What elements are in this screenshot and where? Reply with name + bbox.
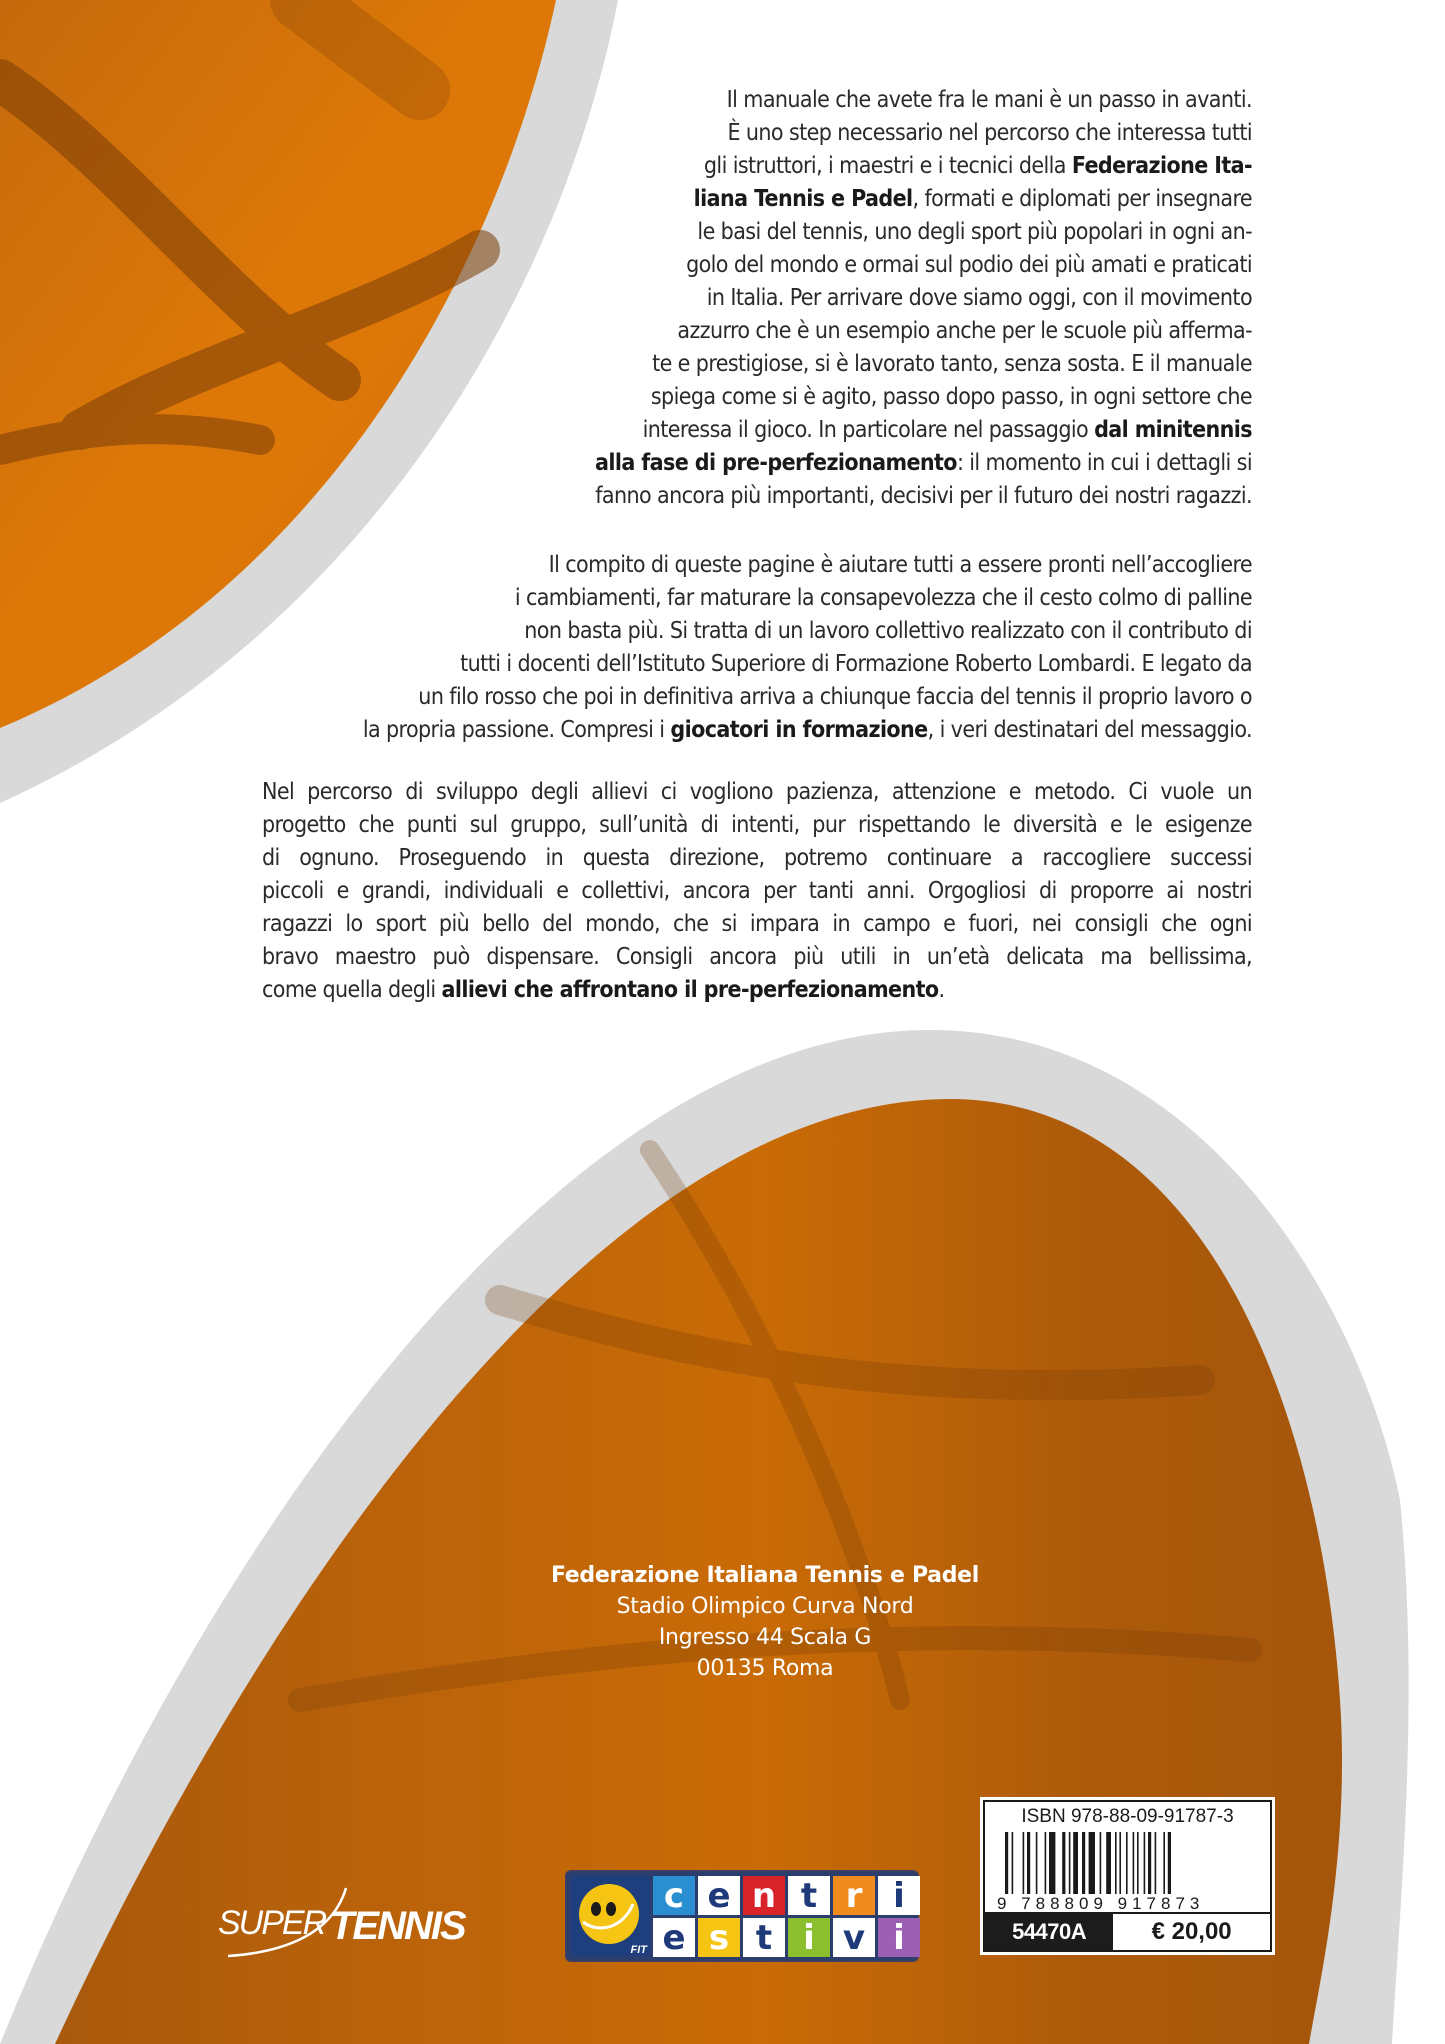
text-line: la propria passione. Compresi i giocatori in formazione, i veri destinatari del messaggio. (362, 717, 1252, 743)
text-line: progetto che punti sul gruppo, sull’unità di intenti, pur rispettando le diversità e le esigenze (262, 812, 1252, 838)
text-line: di ognuno. Proseguendo in questa direzione, potremo continuare a raccogliere successi (262, 845, 1252, 871)
intro-paragraph-2 (363, 549, 1252, 747)
text-line: le basi del tennis, uno degli sport più popolari in ogni an- (697, 219, 1252, 245)
supertennis-tennis-text: TENNIS (330, 1904, 465, 1948)
centri-estivi-tiles (653, 1876, 920, 1956)
logo-letter-tile: e (653, 1918, 695, 1957)
text-line: te e prestigiose, si è lavorato tanto, senza sosta. E il manuale (652, 351, 1252, 377)
address-line-2: Ingresso 44 Scala G (658, 1625, 872, 1650)
logo-letter-tile: i (788, 1918, 830, 1957)
logo-letter-tile: i (878, 1876, 920, 1915)
logo-letter-tile: c (653, 1876, 695, 1915)
text-line: come quella degli allievi che affrontano il pre-perfezionamento. (262, 977, 945, 1003)
text-line: Il manuale che avete fra le mani è un passo in avanti. (726, 87, 1252, 113)
barcode-digits: 9 788809 917873 (997, 1894, 1205, 1913)
logo-letter-tile: r (833, 1876, 875, 1915)
logo-letter-tile: n (743, 1876, 785, 1915)
text-line: liana Tennis e Padel, formati e diplomati per insegnare (693, 186, 1252, 212)
logo-letter-tile: i (878, 1918, 920, 1957)
text-line: Nel percorso di sviluppo degli allievi ci vogliono pazienza, attenzione e metodo. Ci vuole un (262, 779, 1252, 805)
text-line: bravo maestro può dispensare. Consigli ancora più utili in un’età delicata ma bellissima, (262, 944, 1252, 970)
logo-letter-tile: v (833, 1918, 875, 1957)
fit-label: FIT (630, 1944, 647, 1956)
text-line: interessa il gioco. In particolare nel passaggio dal minitennis (642, 417, 1252, 443)
logo-letter-tile: s (698, 1918, 740, 1957)
isbn-label: ISBN 978-88-09-91787-3 (1021, 1806, 1234, 1827)
product-code: 54470A (985, 1914, 1113, 1950)
address-line-3: 00135 Roma (696, 1656, 834, 1681)
text-line: golo del mondo e ormai sul podio dei più amati e praticati (686, 252, 1252, 278)
centri-estivi-logo (565, 1870, 919, 1962)
text-line: È uno step necessario nel percorso che interessa tutti (727, 120, 1252, 146)
text-line: Il compito di queste pagine è aiutare tutti a essere pronti nell’accogliere (548, 552, 1252, 578)
text-line: piccoli e grandi, individuali e collettivi, ancora per tanti anni. Orgogliosi di proporre ai nostri (262, 878, 1252, 904)
publisher-address (540, 1560, 990, 1684)
logo-letter-tile: e (698, 1876, 740, 1915)
intro-paragraph-1 (595, 84, 1252, 513)
address-line-1: Stadio Olimpico Curva Nord (616, 1594, 914, 1619)
supertennis-super-text: SUPER (218, 1904, 326, 1942)
tennis-ball-smiley-icon (579, 1884, 639, 1944)
price: € 20,00 (1113, 1914, 1270, 1950)
text-line: tutti i docenti dell’Istituto Superiore di Formazione Roberto Lombardi. E legato da (460, 651, 1252, 677)
logo-letter-tile: t (743, 1918, 785, 1957)
text-line: ragazzi lo sport più bello del mondo, che si impara in campo e fuori, nei consigli che ogni (262, 911, 1252, 937)
text-line: gli istruttori, i maestri e i tecnici della Federazione Ita- (703, 153, 1252, 179)
isbn-barcode-box (980, 1797, 1275, 1955)
text-line: i cambiamenti, far maturare la consapevolezza che il cesto colmo di palline (514, 585, 1252, 611)
publisher-name: Federazione Italiana Tennis e Padel (550, 1563, 980, 1588)
text-line: un filo rosso che poi in definitiva arriva a chiunque faccia del tennis il proprio lavoro o (418, 684, 1252, 710)
intro-paragraph-3 (262, 776, 1252, 1007)
text-line: fanno ancora più importanti, decisivi per il futuro dei nostri ragazzi. (595, 483, 1252, 509)
text-line: spiega come si è agito, passo dopo passo, in ogni settore che (650, 384, 1252, 410)
text-line: non basta più. Si tratta di un lavoro collettivo realizzato con il contributo di (524, 618, 1252, 644)
supertennis-logo (218, 1882, 508, 1962)
logo-letter-tile: t (788, 1876, 830, 1915)
text-line: in Italia. Per arrivare dove siamo oggi, con il movimento (706, 285, 1252, 311)
fit-badge (571, 1876, 650, 1956)
text-line: azzurro che è un esempio anche per le scuole più afferma- (677, 318, 1252, 344)
text-line: alla fase di pre-perfezionamento: il momento in cui i dettagli si (595, 450, 1252, 476)
